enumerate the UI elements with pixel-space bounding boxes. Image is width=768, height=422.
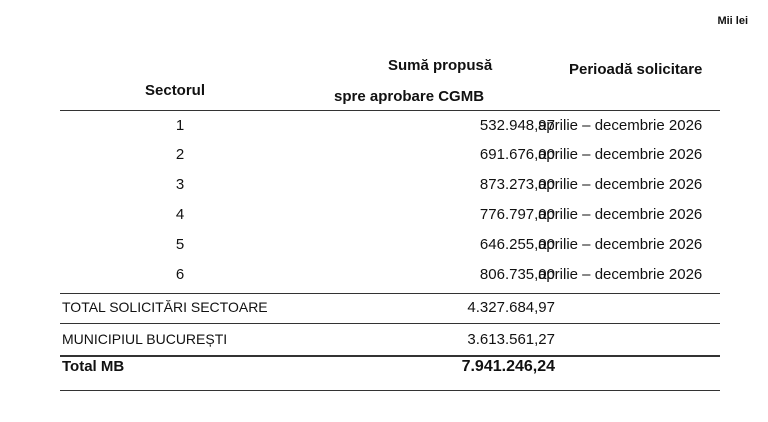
header-sector: Sectorul — [145, 82, 206, 99]
sector-cell: 3 — [175, 176, 185, 193]
sector-cell: 1 — [175, 117, 185, 134]
period-cell: aprilie – decembrie 2026 — [538, 266, 703, 283]
table-row — [60, 146, 720, 174]
amount-cell: 873.273,00 — [479, 176, 555, 193]
total-label: TOTAL SOLICITĂRI SECTOARE — [62, 299, 268, 315]
total-amount: 3.613.561,27 — [467, 331, 555, 348]
table-row — [60, 206, 720, 234]
period-cell: aprilie – decembrie 2026 — [538, 206, 703, 223]
unit-label: Mii lei — [717, 15, 748, 27]
rows-divider — [60, 293, 720, 294]
divider — [60, 323, 720, 324]
period-cell: aprilie – decembrie 2026 — [538, 117, 703, 134]
period-cell: aprilie – decembrie 2026 — [538, 146, 703, 163]
period-cell: aprilie – decembrie 2026 — [538, 176, 703, 193]
table-row — [60, 266, 720, 294]
amount-cell: 532.948,97 — [479, 117, 555, 134]
total-amount: 7.941.246,24 — [461, 358, 555, 375]
amount-cell: 776.797,00 — [479, 206, 555, 223]
header-sum-line2: spre aprobare CGMB — [334, 88, 485, 105]
total-label: MUNICIPIUL BUCUREȘTI — [62, 331, 228, 347]
amount-cell: 806.735,00 — [479, 266, 555, 283]
sector-cell: 6 — [175, 266, 185, 283]
header-divider — [60, 110, 720, 111]
total-amount: 4.327.684,97 — [467, 299, 555, 316]
divider — [60, 355, 720, 357]
table-row — [60, 236, 720, 264]
amount-cell: 691.676,00 — [479, 146, 555, 163]
amount-cell: 646.255,00 — [479, 236, 555, 253]
sector-cell: 4 — [175, 206, 185, 223]
table-row — [60, 176, 720, 204]
table-row — [60, 117, 720, 145]
header-period: Perioadă solicitare — [569, 61, 703, 78]
period-cell: aprilie – decembrie 2026 — [538, 236, 703, 253]
header-sum-line1: Sumă propusă — [388, 57, 493, 74]
bottom-divider — [60, 390, 720, 391]
total-label: Total MB — [62, 358, 125, 375]
sector-cell: 2 — [175, 146, 185, 163]
sector-cell: 5 — [175, 236, 185, 253]
